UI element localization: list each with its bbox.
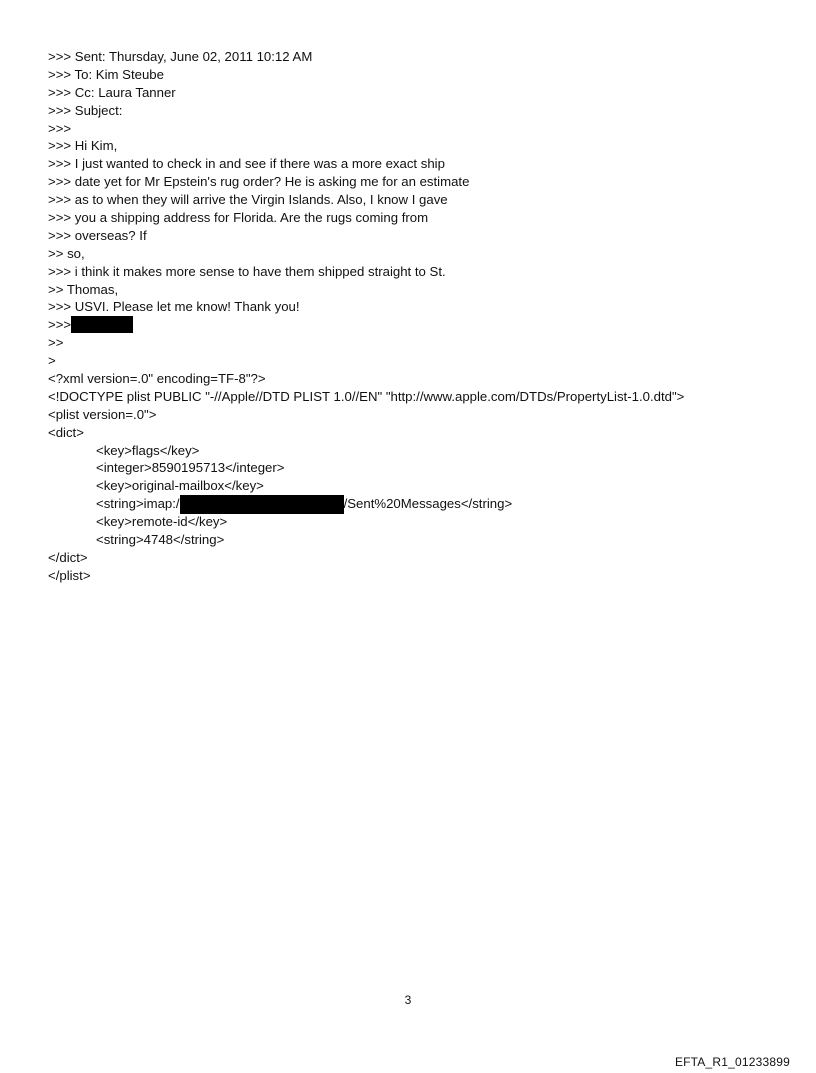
plist-close-tag: </plist>: [48, 567, 91, 583]
quote-prefix: >>>: [48, 317, 72, 333]
email-line: >>> I just wanted to check in and see if there was a more exact ship: [48, 156, 445, 172]
remote-id-prefix: <key>remote-id: [96, 514, 188, 530]
plist-key-flags: <key>flags</key>: [96, 442, 200, 458]
email-line: >>: [48, 335, 64, 351]
plist-key-mailbox: <key>original-mailbox</key>: [96, 478, 264, 494]
email-line: >>> overseas? If: [48, 227, 147, 243]
xml-declaration: <?xml version=.0" encoding=TF-8"?>: [48, 371, 266, 387]
email-line: >>> you a shipping address for Florida. Are the rugs coming from: [48, 210, 429, 226]
plist-string-imap: [48, 495, 788, 513]
email-line: >>>: [48, 120, 72, 136]
dict-open-tag: <dict>: [48, 424, 84, 440]
remote-id-suffix: </key>: [187, 514, 228, 530]
email-line: >>> date yet for Mr Epstein's rug order? He is asking me for an estimate: [48, 174, 470, 190]
document-body: [48, 48, 788, 585]
email-line: >> Thomas,: [48, 281, 119, 297]
email-line: >>> Cc: Laura Tanner: [48, 84, 176, 100]
plist-string-id: <string>4748</string>: [96, 532, 225, 548]
email-line: >>> as to when they will arrive the Virgin Islands. Also, I know I gave: [48, 192, 448, 208]
dict-close-tag: </dict>: [48, 549, 88, 565]
email-line: >>> Subject:: [48, 102, 123, 118]
document-id: EFTA_R1_01233899: [674, 1055, 790, 1069]
redaction-box: [180, 495, 344, 514]
redaction-box: [71, 316, 133, 333]
plist-integer: <integer>8590195713</integer>: [96, 460, 285, 476]
imap-prefix: <string>imap:/: [96, 496, 180, 512]
email-line: >>> Hi Kim,: [48, 138, 118, 154]
redacted-line: [48, 316, 788, 334]
page-number: 3: [404, 993, 412, 1007]
imap-suffix: /Sent%20Messages</string>: [343, 496, 513, 512]
plist-key-remote-id: [48, 513, 788, 531]
email-line: >: [48, 353, 56, 369]
email-line: >>> USVI. Please let me know! Thank you!: [48, 299, 300, 315]
email-line: >>> To: Kim Steube: [48, 66, 164, 82]
email-line: >> so,: [48, 245, 85, 261]
email-line: >>> Sent: Thursday, June 02, 2011 10:12 AM: [48, 49, 313, 64]
plist-open-tag: <plist version=.0">: [48, 406, 157, 422]
email-line: >>> i think it makes more sense to have them shipped straight to St.: [48, 263, 446, 279]
plist-doctype: <!DOCTYPE plist PUBLIC "-//Apple//DTD PLIST 1.0//EN" "http://www.apple.com/DTDs/PropertyList-1.0.dtd">: [48, 388, 685, 404]
